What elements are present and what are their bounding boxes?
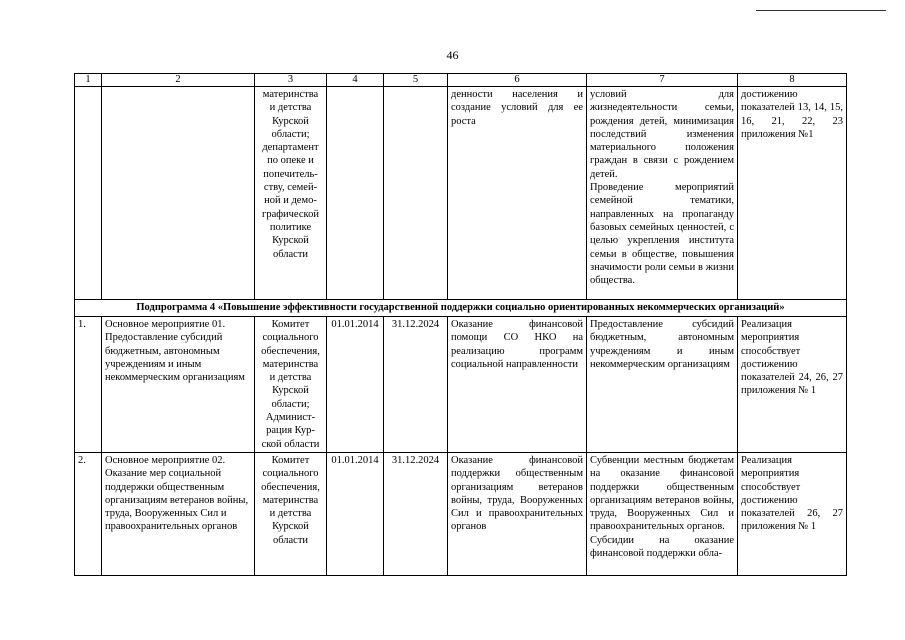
header-cell: 6	[448, 74, 587, 87]
cell-result: Оказание финансовой помощи СО НКО на реализацию программ социальной направленности	[448, 317, 587, 453]
cell-name	[102, 87, 255, 300]
cell-executor: материнства и детства Курской области; департамент по опеке и попечитель- ству, семей- ной и демо- графической политике Курской области	[255, 87, 327, 300]
table-header-row	[75, 74, 847, 87]
cell-content: Предоставление субсидий бюджетным, автономным учреждениям и иным некоммерческим организациям	[587, 317, 738, 453]
page-number: 46	[446, 48, 459, 62]
header-cell: 4	[327, 74, 384, 87]
cell-content: условий для жизнедеятельности семьи, рождения детей, минимизация последствий изменения материального положения граждан в связи с рождением детей. Проведение мероприятий семейной тематики, направленных на пропаганду базовых семейных ценностей, с целью укрепления института семьи в обществе, повышения значимости роли семьи в жизни общества.	[587, 87, 738, 300]
program-table	[74, 73, 847, 576]
cell-start: 01.01.2014	[327, 317, 384, 453]
cell-start	[327, 87, 384, 300]
subprogram-row	[75, 300, 847, 317]
header-cell: 5	[384, 74, 448, 87]
subprogram-title: Подпрограмма 4 «Повышение эффективности государственной поддержки социально ориентированных некоммерческих организаций»	[75, 300, 847, 317]
cell-link: Реализация мероприятия способствует достижению показателей 24, 26, 27 приложения № 1	[738, 317, 847, 453]
cell-name: Основное мероприятие 02. Оказание мер социальной поддержки общественным организациям ветеранов войны, труда, Вооруженных Сил и правоохранительных органов	[102, 452, 255, 575]
cell-name: Основное мероприятие 01. Предоставление субсидий бюджетным, автономным учреждениям и иным некоммерческим организациям	[102, 317, 255, 453]
cell-executor: Комитет социального обеспечения, материнства и детства Курской области; Админист- рация Кур- ской области	[255, 317, 327, 453]
cell-executor: Комитет социального обеспечения, материнства и детства Курской области	[255, 452, 327, 575]
cell-end: 31.12.2024	[384, 452, 448, 575]
header-cell: 3	[255, 74, 327, 87]
header-cell: 2	[102, 74, 255, 87]
cell-end: 31.12.2024	[384, 317, 448, 453]
cell-result: Оказание финансовой поддержки общественным организациям ветеранов войны, труда, Вооруженных Сил и правоохранительных органов	[448, 452, 587, 575]
cell-content: Субвенции местным бюджетам на оказание финансовой поддержки общественным организациям ветеранов войны, труда, Вооруженных Сил и правоохранительных органов. Субсидии на оказание финансовой поддержки обла-	[587, 452, 738, 575]
table-row	[75, 317, 847, 453]
cell-result: денности населения и создание условий для ее роста	[448, 87, 587, 300]
header-rule	[756, 10, 886, 11]
header-cell: 7	[587, 74, 738, 87]
cell-link: достижению показателей 13, 14, 15, 16, 21, 22, 23 приложения №1	[738, 87, 847, 300]
cell-end	[384, 87, 448, 300]
cell-num	[75, 87, 102, 300]
cell-num: 1.	[75, 317, 102, 453]
cell-start: 01.01.2014	[327, 452, 384, 575]
header-cell: 1	[75, 74, 102, 87]
table-row	[75, 87, 847, 300]
table-row	[75, 452, 847, 575]
cell-link: Реализация мероприятия способствует достижению показателей 26, 27 приложения № 1	[738, 452, 847, 575]
cell-num: 2.	[75, 452, 102, 575]
header-cell: 8	[738, 74, 847, 87]
